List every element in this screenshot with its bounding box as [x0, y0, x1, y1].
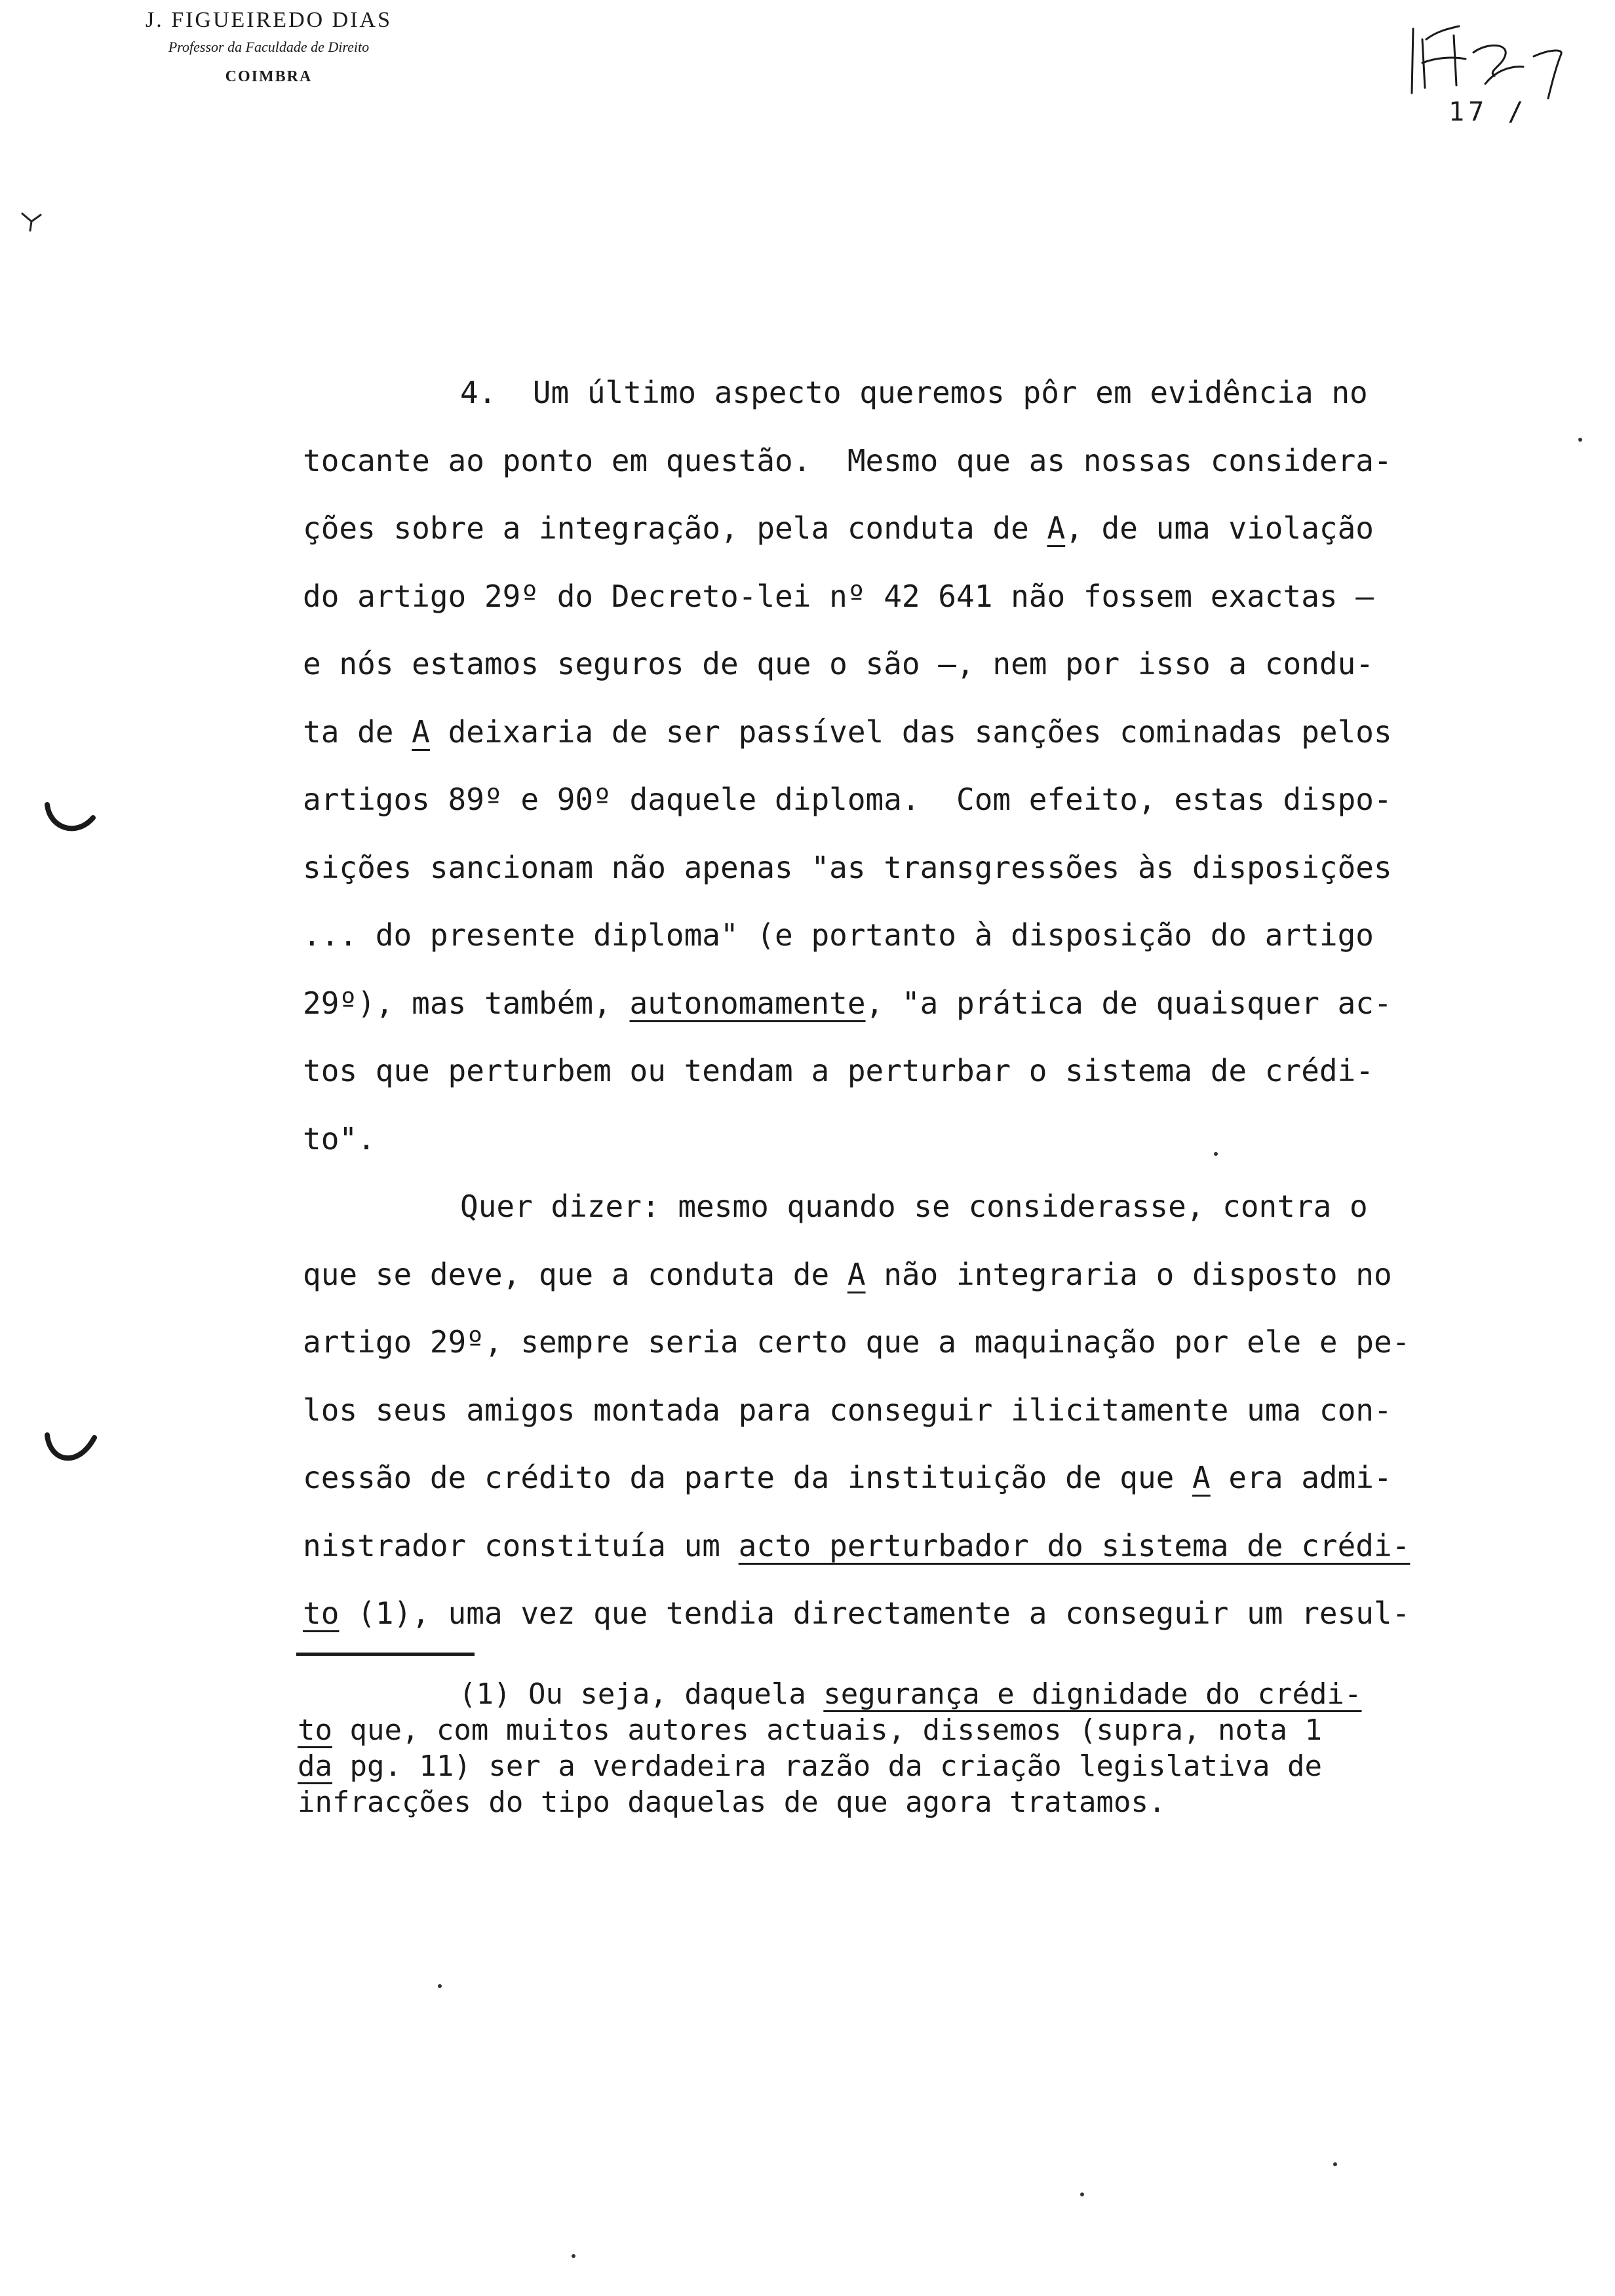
letterhead-city: COIMBRA [225, 68, 313, 85]
text-run: 29º), mas também, [303, 985, 630, 1021]
underlined-text: to [303, 1596, 340, 1631]
text-run: ções sobre a integração, pela conduta de [303, 510, 1047, 546]
underlined-text: autonomamente [629, 985, 866, 1021]
body-text [303, 359, 1502, 1648]
text-line [303, 698, 1502, 767]
margin-tick-mark [18, 208, 45, 235]
text-line [303, 834, 1502, 902]
underlined-text: to [298, 1713, 332, 1747]
text-line [303, 630, 1502, 698]
text-line [303, 1580, 1502, 1648]
underlined-text: segurança e dignidade do crédi- [823, 1677, 1362, 1711]
text-line [303, 495, 1502, 563]
text-run: , de uma violação [1065, 510, 1374, 546]
underlined-text: A [1192, 1460, 1211, 1495]
text-run: deixaria de ser passível das sanções cominadas pelos [429, 714, 1392, 750]
text-line [303, 902, 1502, 970]
footnote-separator [296, 1653, 475, 1656]
text-run: 4. Um último aspecto queremos pôr em evidência no [460, 375, 1368, 410]
scan-speck [1333, 2162, 1337, 2166]
text-run: , "a prática de quaisquer ac- [865, 985, 1392, 1021]
scan-speck [1578, 438, 1582, 442]
underlined-text: da [298, 1750, 332, 1783]
text-run: e nós estamos seguros de que o são —, nem por isso a condu- [303, 646, 1374, 681]
text-line [303, 1037, 1502, 1105]
text-run: infracções do tipo daquelas de que agora tratamos. [298, 1786, 1166, 1819]
text-run: ... do presente diploma" (e portanto à disposição do artigo [303, 917, 1374, 953]
paragraph-2 [303, 1173, 1502, 1648]
text-run: to". [303, 1120, 376, 1157]
punch-hole-mark-upper [43, 799, 98, 841]
text-line [298, 1748, 1517, 1784]
text-line [303, 1444, 1502, 1512]
text-run: que se deve, que a conduta de [303, 1256, 847, 1292]
footnote [298, 1676, 1517, 1820]
text-run: cessão de crédito da parte da instituição de que [303, 1460, 1193, 1495]
text-run: (1) Ou seja, daquela [459, 1677, 824, 1711]
scan-speck [1080, 2192, 1084, 2196]
text-run: sições sancionam não apenas "as transgressões às disposições [303, 849, 1392, 885]
underlined-text: acto perturbador do sistema de crédi- [738, 1527, 1411, 1563]
page-number [1449, 97, 1527, 127]
text-line [303, 563, 1502, 631]
text-line [303, 1173, 1502, 1241]
text-line [298, 1784, 1517, 1820]
text-run: que, com muitos autores actuais, dissemos (supra, nota 1 [332, 1713, 1322, 1747]
text-line [303, 1105, 1502, 1174]
text-run: tocante ao ponto em questão. Mesmo que as nossas considera- [303, 442, 1392, 478]
underlined-text: A [1047, 510, 1066, 546]
text-run: ta de [303, 714, 412, 750]
text-run: artigos 89º e 90º daquele diploma. Com efeito, estas dispo- [303, 782, 1392, 817]
page-number-value: 17 [1449, 97, 1489, 127]
handwritten-folio-mark [1396, 20, 1580, 105]
text-run: tos que perturbem ou tendam a perturbar o sistema de crédi- [303, 1053, 1374, 1088]
punch-hole-mark-lower [43, 1428, 98, 1474]
text-run: los seus amigos montada para conseguir ilicitamente uma con- [303, 1392, 1392, 1428]
text-run: pg. 11) ser a verdadeira razão da criação legislativa de [332, 1750, 1322, 1783]
text-line [298, 1676, 1517, 1712]
text-line [303, 766, 1502, 834]
underlined-text: A [412, 714, 430, 750]
text-run: artigo 29º, sempre seria certo que a maquinação por ele e pe- [303, 1324, 1411, 1360]
text-line [303, 359, 1502, 427]
text-line [303, 1377, 1502, 1445]
underlined-text: A [847, 1256, 866, 1292]
text-run: (1), uma vez que tendia directamente a conseguir um resul- [339, 1596, 1411, 1631]
text-line [298, 1712, 1517, 1748]
scan-speck [438, 1984, 442, 1988]
text-run: não integraria o disposto no [865, 1256, 1392, 1292]
text-line [303, 1241, 1502, 1309]
text-run: era admi- [1210, 1460, 1392, 1495]
text-line [303, 970, 1502, 1038]
letterhead-title: Professor da Faculdade de Direito [168, 39, 370, 55]
text-run: do artigo 29º do Decreto-lei nº 42 641 não fossem exactas — [303, 578, 1374, 614]
text-line [303, 1309, 1502, 1377]
page-number-slash: / [1488, 97, 1528, 127]
letterhead-name: J. FIGUEIREDO DIAS [145, 8, 393, 32]
text-run: nistrador constituía um [303, 1527, 739, 1563]
text-line [303, 427, 1502, 495]
scan-speck [1214, 1152, 1218, 1156]
text-line [303, 1512, 1502, 1580]
text-run: Quer dizer: mesmo quando se considerasse, contra o [460, 1189, 1368, 1224]
letterhead [98, 5, 439, 94]
paragraph-1 [303, 359, 1502, 1173]
scan-speck [572, 2254, 575, 2258]
